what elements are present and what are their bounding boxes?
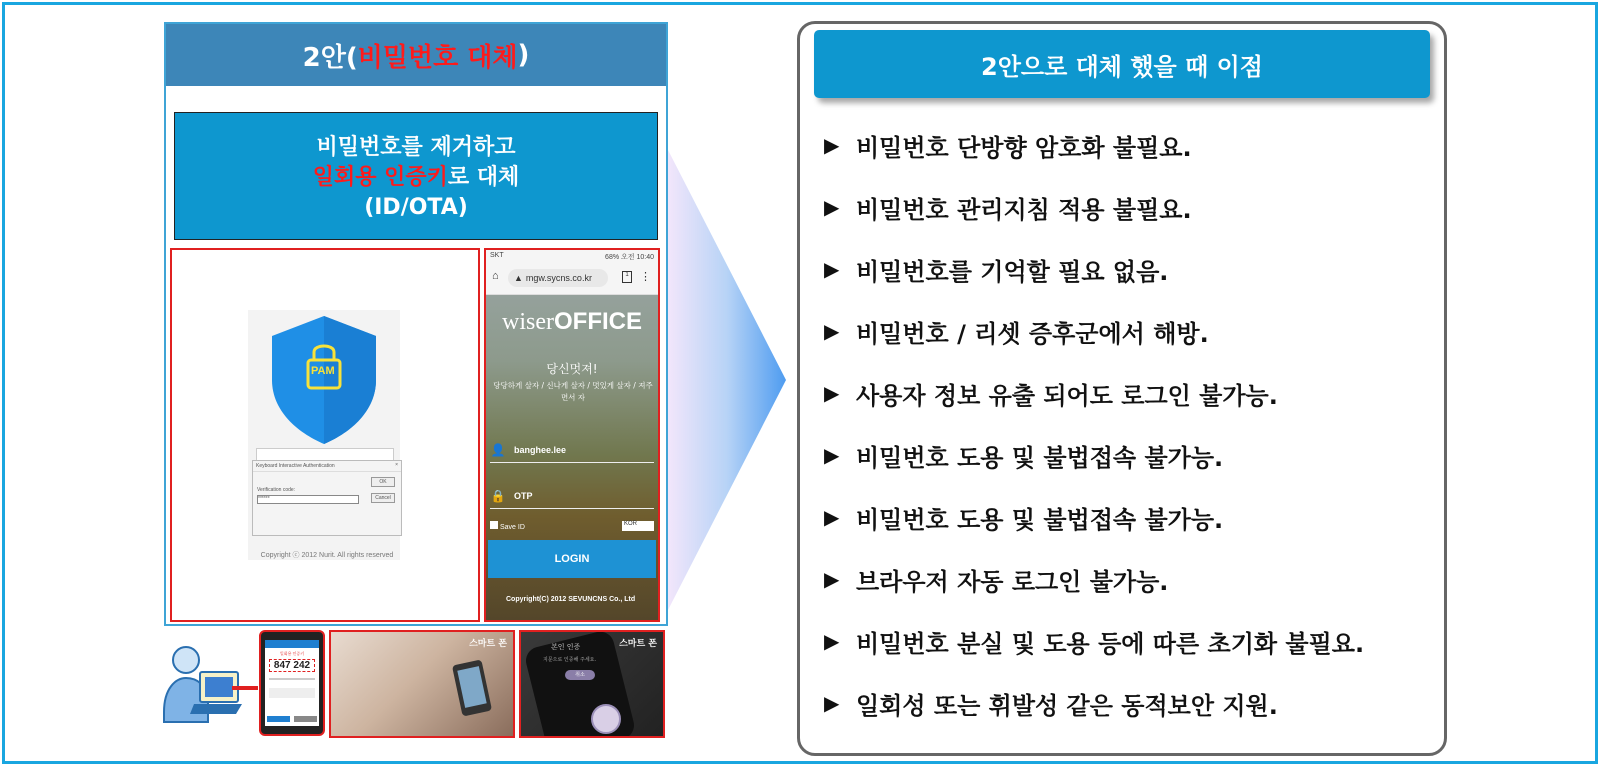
benefit-item [824,610,1434,672]
brand-logo [486,308,658,336]
otp-ok-button[interactable]: OK [371,477,395,487]
benefit-item [824,176,1434,238]
login-button[interactable]: LOGIN [488,540,656,578]
pc-login-screenshot [170,248,480,622]
left-panel [164,22,668,626]
benefit-text: 비밀번호 단방향 암호화 불필요. [856,133,1192,162]
lock-icon: 🔒 [490,489,506,503]
otp-phone-buttons [267,716,317,722]
carrier-label: SKT [490,252,504,259]
left-title-suffix: ) [517,40,530,70]
otp-phone-lines-2 [269,688,315,698]
otp-phone-button-1[interactable] [267,716,290,722]
mobile-login-screenshot [484,248,660,622]
browser-url-bar [486,264,658,295]
otp-dialog-label: Verification code: [257,487,296,493]
warning-icon: ▲ [514,273,523,283]
username-value: banghee.lee [514,445,567,455]
benefit-item [824,486,1434,548]
mobile-status-bar [486,250,658,264]
benefit-text: 비밀번호 관리지침 적용 불필요. [856,195,1192,224]
benefit-item [824,300,1434,362]
home-icon[interactable]: ⌂ [492,270,499,282]
benefit-text: 사용자 정보 유출 되어도 로그인 불가능. [856,381,1278,410]
auth-title: 본인 인증 [551,643,581,651]
triangle-bullet-icon: ▶ [824,567,840,591]
pam-badge-text: PAM [311,365,335,377]
triangle-bullet-icon: ▶ [824,133,840,157]
mobile-copyright: Copyright(C) 2012 SEVUNCNS Co., Ltd [506,596,636,603]
triangle-bullet-icon: ▶ [824,443,840,467]
benefits-title: 2안으로 대체 했을 때 이점 [814,30,1430,98]
otp-phone [259,630,325,736]
benefit-item [824,362,1434,424]
benefits-panel [797,21,1447,756]
brand-bold: OFFICE [553,308,642,335]
fingerprint-auth-photo [519,630,665,738]
language-select[interactable]: KOR [622,521,654,531]
save-id-label: Save ID [500,524,525,531]
description-highlight: 일회용 인증키 [312,165,448,190]
otp-phone-code: 847 242 [269,659,315,672]
status-right: 68% 오전 10:40 [605,254,654,261]
benefit-text: 비밀번호 분실 및 도용 등에 따른 초기화 불필요. [856,629,1365,658]
slogan: 당신멋져! [546,362,598,376]
triangle-bullet-icon: ▶ [824,257,840,281]
otp-code-input[interactable]: ****** [257,495,359,504]
description-line-2-rest: 로 대체 [447,165,520,190]
benefits-list [824,114,1434,734]
auth-subtitle: 지문으로 인증해 주세요. [543,657,597,663]
benefit-text: 비밀번호 / 리셋 증후군에서 해방. [856,319,1209,348]
url-text: mgw.sycns.co.kr [525,273,592,283]
left-title-prefix: 2안( [302,42,358,73]
save-id-checkbox[interactable] [490,521,525,531]
otp-app-topbar [265,640,319,648]
otp-dialog-title: Keyboard Interactive Authentication [253,461,401,472]
smartphone-in-hand-photo [329,630,515,738]
otp-field-label: OTP [514,491,533,501]
description-line-1: 비밀번호를 제거하고 [316,135,516,160]
description-box [174,112,658,240]
menu-icon[interactable]: ⋮ [640,271,651,283]
right-arrow-shape [668,150,788,610]
otp-field[interactable] [490,484,654,509]
url-field[interactable] [508,269,608,287]
slogan-sub: 당당하게 살자 / 신나게 살자 / 멋있게 살자 / 져주면서 자 [493,381,653,402]
left-title-highlight: 비밀번호 대체 [357,42,518,73]
otp-phone-label: 일회용 인증키 [279,651,305,656]
smartphone-label-2: 스마트 폰 [619,639,657,649]
triangle-bullet-icon: ▶ [824,505,840,529]
benefit-text: 브라우저 자동 로그인 불가능. [856,567,1169,596]
benefit-item [824,424,1434,486]
connector-line [232,686,258,690]
user-icon: 👤 [490,443,506,457]
benefit-item [824,548,1434,610]
save-id-row [490,520,654,532]
benefit-item [824,238,1434,300]
benefit-item [824,672,1434,734]
pam-shield-icon [248,310,400,450]
fingerprint-icon [591,704,621,734]
auth-cancel-button[interactable]: 취소 [565,670,595,680]
otp-phone-lines [269,678,315,680]
tabs-icon[interactable]: 1 [622,271,632,283]
description-line-3: (ID/OTA) [364,195,468,220]
otp-dialog-close-icon[interactable]: × [395,462,398,468]
benefit-text: 비밀번호를 기억할 필요 없음. [856,257,1169,286]
otp-dialog [252,460,402,536]
brand-light: wiser [502,309,554,335]
triangle-bullet-icon: ▶ [824,319,840,343]
triangle-bullet-icon: ▶ [824,629,840,653]
triangle-bullet-icon: ▶ [824,195,840,219]
user-at-laptop-icon [156,642,242,726]
triangle-bullet-icon: ▶ [824,381,840,405]
description-line-2 [175,163,657,193]
benefit-text: 비밀번호 도용 및 불법접속 불가능. [856,505,1224,534]
otp-phone-button-2[interactable] [294,716,317,722]
benefit-text: 일회성 또는 휘발성 같은 동적보안 지원. [856,691,1278,720]
triangle-bullet-icon: ▶ [824,691,840,715]
otp-cancel-button[interactable]: Cancel [371,493,395,503]
benefit-text: 비밀번호 도용 및 불법접속 불가능. [856,443,1224,472]
pc-copyright: Copyright ⓒ 2012 Nurit. All rights reserved [260,552,394,559]
smartphone-label-1: 스마트 폰 [469,639,507,649]
left-panel-title [166,24,666,86]
otp-phone-screen [265,640,319,726]
benefit-item [824,114,1434,176]
username-field[interactable] [490,438,654,463]
